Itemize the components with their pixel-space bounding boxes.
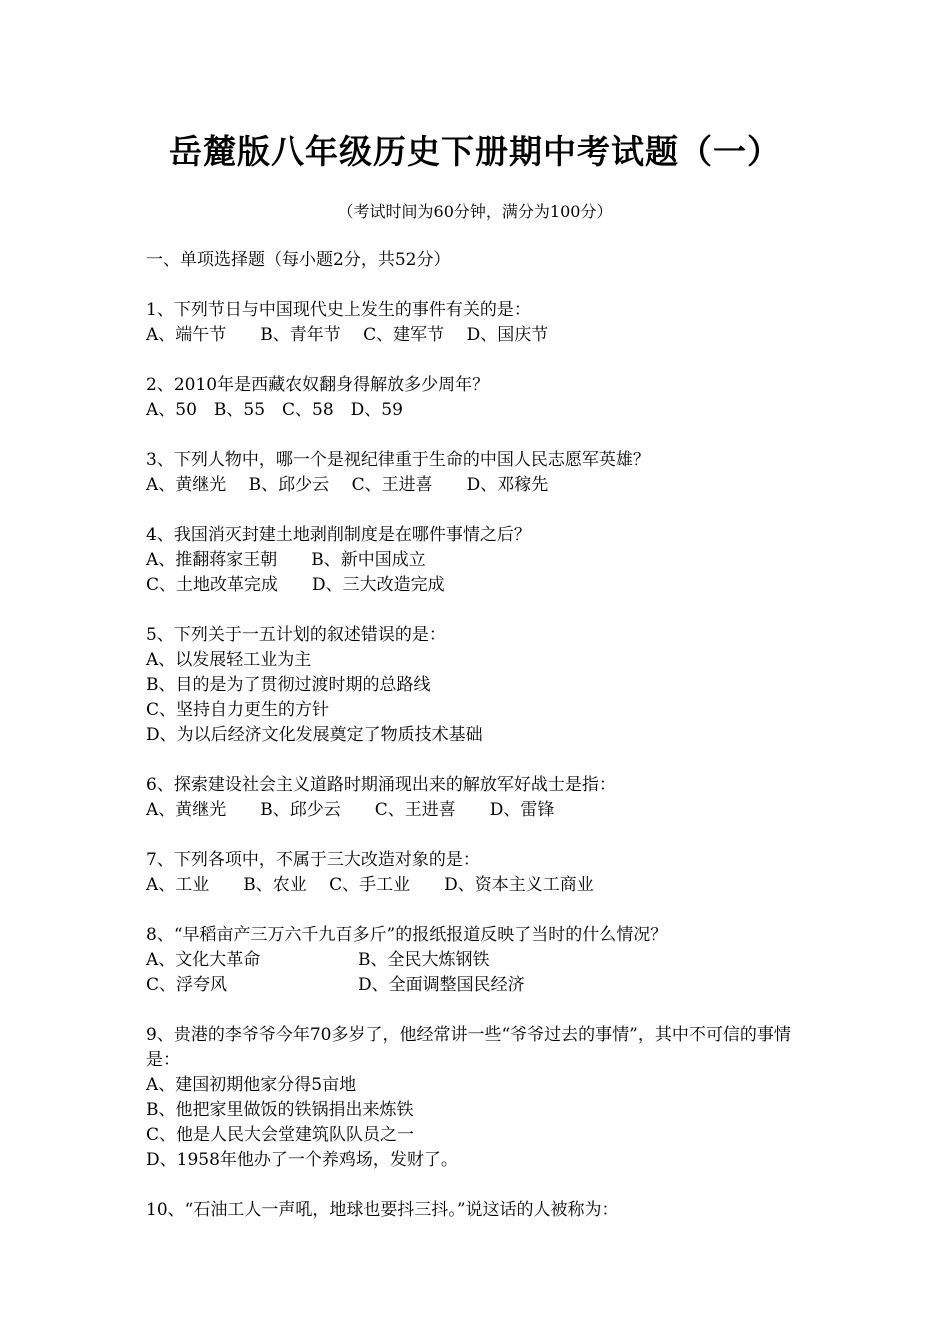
options-row xyxy=(146,948,816,973)
option-d: D、为以后经济文化发展奠定了物质技术基础 xyxy=(146,725,483,745)
option-c: C、浮夸风 xyxy=(146,975,228,995)
question-stem: 8、“早稻亩产三万六千九百多斤”的报纸报道反映了当时的什么情况？ xyxy=(146,925,668,945)
option-a: A、建国初期他家分得5亩地 xyxy=(146,1075,357,1095)
question-4 xyxy=(146,523,816,598)
question-10 xyxy=(146,1198,816,1223)
question-options: A、黄继光 B、邱少云 C、王进喜 D、雷锋 xyxy=(146,800,555,820)
exam-subtitle: （考试时间为60分钟，满分为100分） xyxy=(337,202,613,221)
option-a: A、以发展轻工业为主 xyxy=(146,650,312,670)
question-5 xyxy=(146,623,816,748)
section-heading: 一、单项选择题（每小题2分，共52分） xyxy=(146,250,451,270)
question-stem: 3、下列人物中，哪一个是视纪律重于生命的中国人民志愿军英雄？ xyxy=(146,450,650,470)
option-c: C、他是人民大会堂建筑队队员之一 xyxy=(146,1125,415,1145)
option-d: D、1958年他办了一个养鸡场，发财了。 xyxy=(146,1150,458,1170)
question-stem: 9、贵港的李爷爷今年70多岁了，他经常讲一些“爷爷过去的事情”，其中不可信的事情是： xyxy=(146,1025,791,1070)
option-b: B、目的是为了贯彻过渡时期的总路线 xyxy=(146,675,431,695)
option-c: C、坚持自力更生的方针 xyxy=(146,700,330,720)
option-b: B、他把家里做饭的铁锅捐出来炼铁 xyxy=(146,1100,414,1120)
option-d: D、全面调整国民经济 xyxy=(358,975,525,995)
question-options: A、工业 B、农业 C、手工业 D、资本主义工商业 xyxy=(146,875,594,895)
page-title: 岳麓版八年级历史下册期中考试题（一） xyxy=(169,132,781,171)
question-options: A、端午节 B、青年节 C、建军节 D、国庆节 xyxy=(146,325,549,345)
question-stem: 6、探索建设社会主义道路时期涌现出来的解放军好战士是指： xyxy=(146,775,616,795)
question-stem: 5、下列关于一五计划的叙述错误的是： xyxy=(146,625,446,645)
question-7 xyxy=(146,848,816,898)
option-a: A、文化大革命 xyxy=(146,950,261,970)
question-6 xyxy=(146,773,816,823)
exam-body xyxy=(146,248,816,1223)
question-3 xyxy=(146,448,816,498)
question-options: A、50 B、55 C、58 D、59 xyxy=(146,400,403,420)
question-stem: 10、“石油工人一声吼，地球也要抖三抖。”说这话的人被称为： xyxy=(146,1200,619,1220)
question-8 xyxy=(146,923,816,998)
question-9 xyxy=(146,1023,816,1173)
option-b: B、全民大炼钢铁 xyxy=(358,950,490,970)
question-stem: 2、2010年是西藏农奴翻身得解放多少周年？ xyxy=(146,375,490,395)
question-stem: 1、下列节日与中国现代史上发生的事件有关的是： xyxy=(146,300,531,320)
question-stem: 4、我国消灭封建土地剥削制度是在哪件事情之后？ xyxy=(146,525,531,545)
question-options: C、土地改革完成 D、三大改造完成 xyxy=(146,575,445,595)
question-1 xyxy=(146,298,816,348)
question-options: A、黄继光 B、邱少云 C、王进喜 D、邓稼先 xyxy=(146,475,549,495)
question-stem: 7、下列各项中，不属于三大改造对象的是： xyxy=(146,850,480,870)
question-options: A、推翻蒋家王朝 B、新中国成立 xyxy=(146,550,426,570)
question-2 xyxy=(146,373,816,423)
options-row xyxy=(146,973,816,998)
